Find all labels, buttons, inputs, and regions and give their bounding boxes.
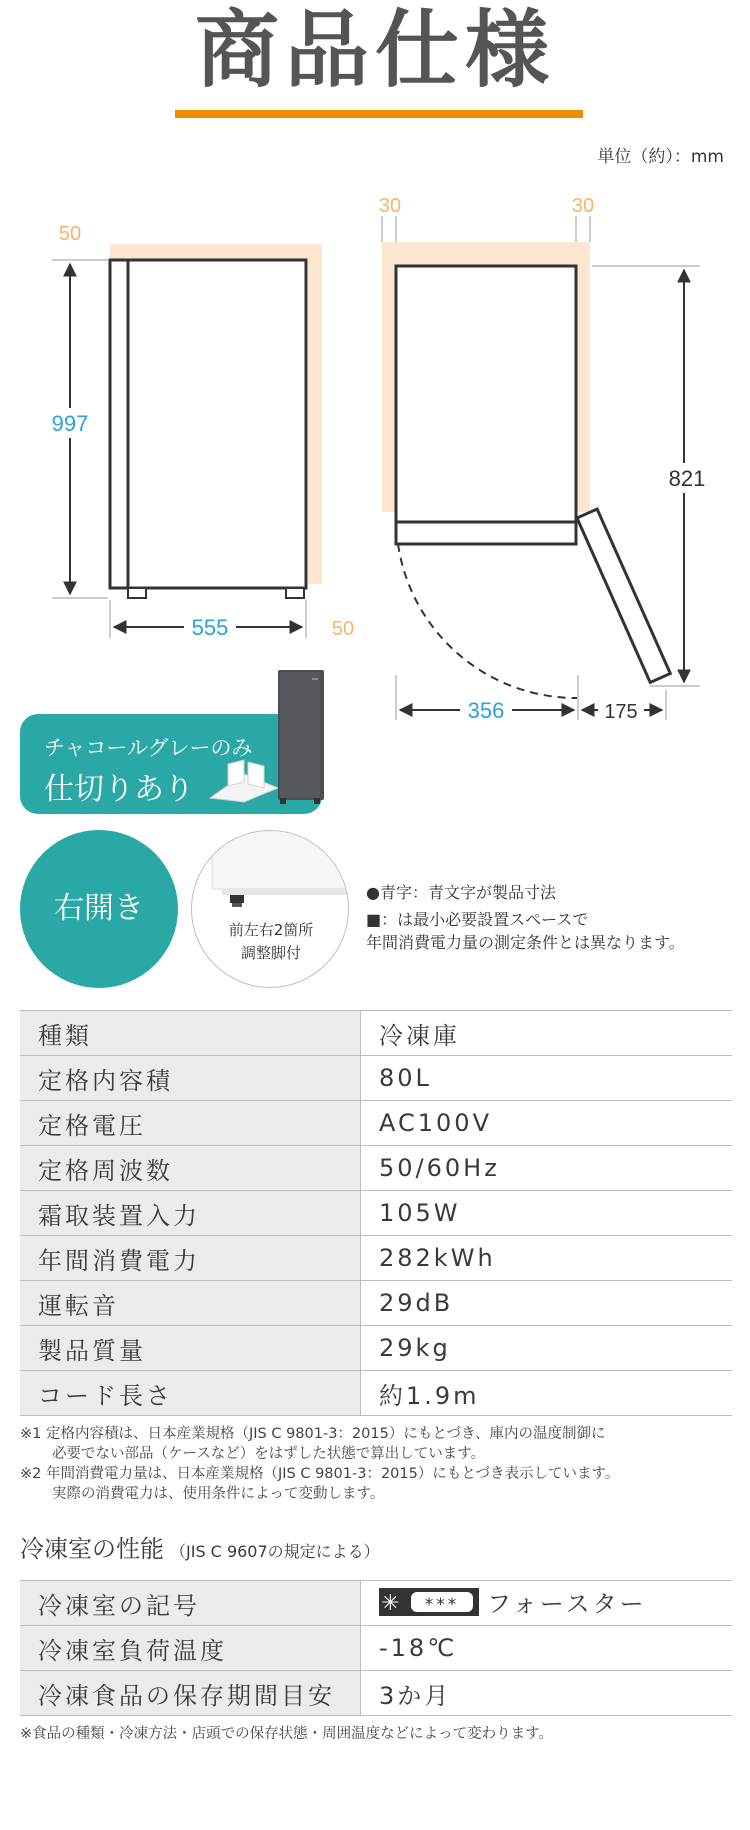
- spec-value: 105W: [361, 1191, 733, 1236]
- table-row: [20, 1236, 732, 1281]
- dim-depth: 821: [668, 466, 706, 491]
- front-space-right: [308, 244, 322, 584]
- top-door-closed: [396, 522, 576, 544]
- dim-side-left: 30: [378, 195, 402, 217]
- table-row: [20, 1011, 732, 1056]
- spec-value: 80L: [361, 1056, 733, 1101]
- spec-label: 年間消費電力: [20, 1236, 361, 1281]
- adjuster-foot-icon: [192, 831, 349, 911]
- table-row: [20, 1326, 732, 1371]
- spec-label: 定格内容積: [20, 1056, 361, 1101]
- unit-label: 単位（約）：mm: [597, 147, 724, 167]
- four-star-icon: [379, 1587, 479, 1623]
- adjuster-feet-badge: [191, 830, 349, 988]
- four-star-badge-text: ***: [424, 1594, 460, 1615]
- spec-label: 製品質量: [20, 1326, 361, 1371]
- front-foot-right: [286, 588, 304, 598]
- performance-heading: [20, 1529, 380, 1564]
- performance-table: [20, 1580, 732, 1716]
- dim-door-swing: 175: [604, 701, 638, 720]
- dim-right-margin: 50: [331, 618, 355, 640]
- table-row: [20, 1626, 732, 1671]
- spec-label: 定格周波数: [20, 1146, 361, 1191]
- color-note-line2: 仕切りあり: [44, 772, 194, 807]
- perf-value: 3か月: [361, 1671, 733, 1716]
- adjuster-line1: 前左右2箇所: [228, 921, 314, 939]
- table-row: [20, 1581, 732, 1626]
- footnote-1b: 必要でない部品（ケースなど）をはずした状態で算出しています。: [52, 1446, 486, 1462]
- spec-value: AC100V: [361, 1101, 733, 1146]
- title-underline: [175, 110, 583, 118]
- adjuster-line2: 調整脚付: [240, 944, 301, 962]
- spec-value: 冷凍庫: [361, 1011, 733, 1056]
- spec-value: 50/60Hz: [361, 1146, 733, 1191]
- performance-note: ※食品の種類・冷凍方法・店頭での保存状態・周囲温度などによって変わります。: [20, 1726, 553, 1742]
- spec-value: 282kWh: [361, 1236, 733, 1281]
- door-open-badge: 右開き: [20, 830, 178, 988]
- spec-value: 約1.9m: [361, 1371, 733, 1416]
- spec-label: コード長さ: [20, 1371, 361, 1416]
- perf-value: -18℃: [361, 1626, 733, 1671]
- performance-title: 冷凍室の性能: [20, 1535, 164, 1563]
- divider-shelf-icon: [206, 758, 282, 804]
- top-body: [396, 266, 576, 522]
- table-row: [20, 1671, 732, 1716]
- spec-table: [20, 1010, 732, 1416]
- perf-label: 冷凍室負荷温度: [20, 1626, 361, 1671]
- product-image: [276, 668, 326, 806]
- perf-label: 冷凍室の記号: [20, 1581, 361, 1626]
- front-foot-left: [128, 588, 146, 598]
- footnote-1a: ※1 定格内容積は、日本産業規格（JIS C 9801-3：2015）にもとづき、庫内の温度制御に: [20, 1426, 606, 1442]
- table-row: [20, 1056, 732, 1101]
- spec-value: 29dB: [361, 1281, 733, 1326]
- spec-label: 運転音: [20, 1281, 361, 1326]
- performance-subtitle: （JIS C 9607の規定による）: [170, 1542, 380, 1561]
- legend-blue: ●青字：青文字が製品寸法: [366, 883, 556, 902]
- perf-label: 冷凍食品の保存期間目安: [20, 1671, 361, 1716]
- spec-label: 定格電圧: [20, 1101, 361, 1146]
- dim-height: 997: [51, 411, 89, 436]
- color-note-line1: チャコールグレーのみ: [44, 736, 253, 760]
- dim-width: 555: [191, 615, 229, 640]
- spec-label: 種類: [20, 1011, 361, 1056]
- table-row: [20, 1191, 732, 1236]
- table-row: [20, 1281, 732, 1326]
- dimension-diagram: [0, 180, 750, 720]
- spec-label: 霜取装置入力: [20, 1191, 361, 1236]
- door-swing-arc: [398, 544, 577, 698]
- legend-space: ■：は最小必要設置スペースで: [366, 910, 589, 929]
- footnote-2a: ※2 年間消費電力量は、日本産業規格（JIS C 9801-3：2015）にもとづき表示しています。: [20, 1466, 620, 1482]
- table-row: [20, 1146, 732, 1191]
- front-space-top: [110, 244, 322, 260]
- table-row: [20, 1371, 732, 1416]
- spec-value: 29kg: [361, 1326, 733, 1371]
- top-door-open: [577, 509, 670, 682]
- dim-door-depth: 356: [467, 698, 505, 720]
- page-title: 商品仕様: [194, 1, 555, 99]
- dim-top-margin: 50: [58, 223, 82, 245]
- legend-space-note: 年間消費電力量の測定条件とは異なります。: [366, 933, 685, 952]
- perf-value: フォースター: [487, 1589, 647, 1618]
- dim-side-right: 30: [571, 195, 595, 217]
- svg-text:✳: ✳: [381, 1590, 403, 1616]
- footnote-2b: 実際の消費電力は、使用条件によって変動します。: [52, 1486, 385, 1502]
- table-row: [20, 1101, 732, 1146]
- perf-value-cell: [361, 1581, 733, 1626]
- front-body: [110, 260, 306, 588]
